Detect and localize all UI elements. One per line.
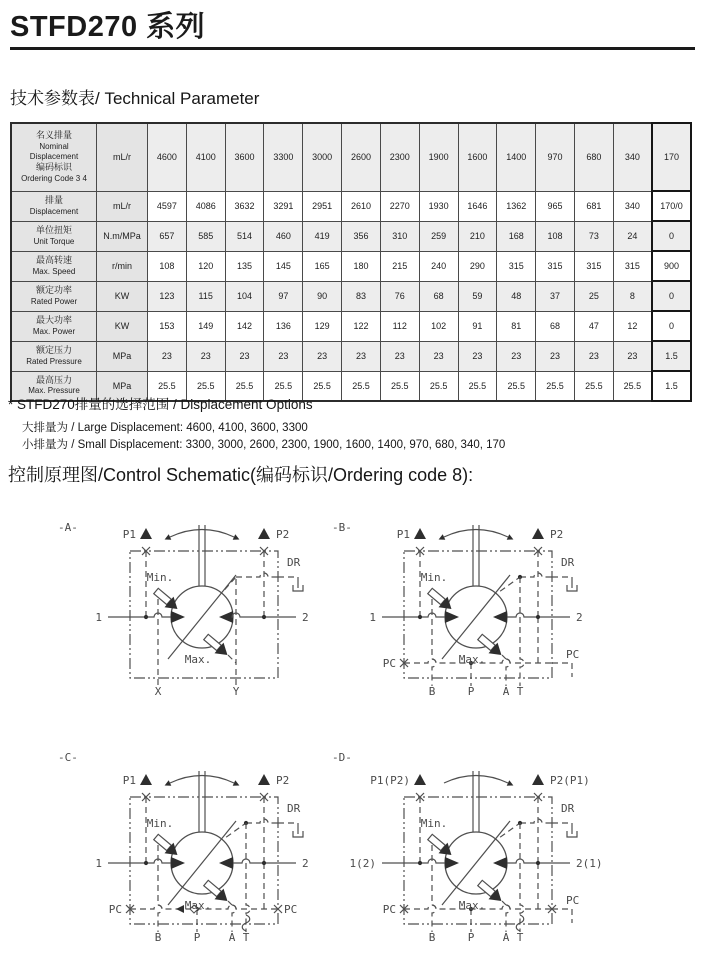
port-p2-label: P2 xyxy=(276,774,290,787)
cell-value: 149 xyxy=(186,311,225,341)
cell-value: 290 xyxy=(458,251,497,281)
cell-value: 315 xyxy=(574,251,613,281)
cell-value: 25.5 xyxy=(148,371,187,401)
cell-value: 3600 xyxy=(225,123,264,191)
cell-value: 23 xyxy=(574,341,613,371)
cell-value: 81 xyxy=(497,311,536,341)
row-label: 最大功率 Max. Power xyxy=(11,311,97,341)
pc-right-label: PC xyxy=(566,894,580,907)
cell-value: 2300 xyxy=(380,123,419,191)
cell-value: 215 xyxy=(380,251,419,281)
cell-value: 25.5 xyxy=(574,371,613,401)
bottom-port-label: A xyxy=(502,931,510,944)
bottom-port-label: A xyxy=(502,685,510,698)
bottom-port-label: P xyxy=(193,931,201,944)
cell-value: 0 xyxy=(652,281,691,311)
cell-value: 123 xyxy=(148,281,187,311)
port-1-label: 1(2) xyxy=(349,857,376,870)
min-label: Min. xyxy=(146,571,174,584)
cell-value: 657 xyxy=(148,221,187,251)
cell-value: 514 xyxy=(225,221,264,251)
cell-value: 1900 xyxy=(419,123,458,191)
cell-value: 25.5 xyxy=(264,371,303,401)
cell-value: 585 xyxy=(186,221,225,251)
pc-right-label: PC xyxy=(284,903,298,916)
cell-value: 2600 xyxy=(342,123,381,191)
pc-left-label: PC xyxy=(108,903,122,916)
displacement-options-heading: * STFD270排量的选择范围 / Displacement Options xyxy=(8,397,313,412)
bottom-port-label: A xyxy=(228,931,236,944)
cell-value: 681 xyxy=(574,191,613,221)
cell-value: 25.5 xyxy=(458,371,497,401)
cell-value: 145 xyxy=(264,251,303,281)
cell-value: 180 xyxy=(342,251,381,281)
cell-value: 47 xyxy=(574,311,613,341)
cell-value: 48 xyxy=(497,281,536,311)
cell-value: 23 xyxy=(186,341,225,371)
cell-value: 76 xyxy=(380,281,419,311)
cell-value: 12 xyxy=(613,311,652,341)
row-unit: MPa xyxy=(97,371,148,401)
cell-value: 25 xyxy=(574,281,613,311)
row-unit: r/min xyxy=(97,251,148,281)
cell-value: 136 xyxy=(264,311,303,341)
cell-value: 1646 xyxy=(458,191,497,221)
cell-value: 153 xyxy=(148,311,187,341)
row-label: 单位扭矩 Unit Torque xyxy=(11,221,97,251)
bottom-port-label: B xyxy=(154,931,162,944)
cell-value: 3300 xyxy=(264,123,303,191)
cell-value: 310 xyxy=(380,221,419,251)
row-unit: KW xyxy=(97,281,148,311)
max-label: Max. xyxy=(184,899,212,912)
cell-value: 97 xyxy=(264,281,303,311)
port-p2-label: P2 xyxy=(550,528,564,541)
cell-value: 102 xyxy=(419,311,458,341)
row-label: 名义排量 Nominal Displacement 编码标识 Ordering Code 3 4 xyxy=(11,123,97,191)
cell-value: 315 xyxy=(613,251,652,281)
cell-value: 165 xyxy=(303,251,342,281)
row-label: 额定功率 Rated Power xyxy=(11,281,97,311)
control-schematic-C xyxy=(52,743,352,953)
cell-value: 23 xyxy=(342,341,381,371)
cell-value: 0 xyxy=(652,221,691,251)
technical-parameter-table xyxy=(10,122,692,402)
cell-value: 68 xyxy=(419,281,458,311)
cell-value: 108 xyxy=(536,221,575,251)
cell-value: 129 xyxy=(303,311,342,341)
page-title: STFD270 系列 xyxy=(10,11,206,43)
cell-value: 170/0 xyxy=(652,191,691,221)
cell-value: 8 xyxy=(613,281,652,311)
cell-value: 25.5 xyxy=(497,371,536,401)
cell-value: 25.5 xyxy=(380,371,419,401)
section-control-schematic: 控制原理图/Control Schematic(编码标识/Ordering code 8): xyxy=(8,465,474,485)
cell-value: 59 xyxy=(458,281,497,311)
table-row xyxy=(11,251,691,281)
cell-value: 1400 xyxy=(497,123,536,191)
cell-value: 115 xyxy=(186,281,225,311)
cell-value: 25.5 xyxy=(303,371,342,401)
bottom-port-label: Y xyxy=(232,685,240,698)
dr-port-label: DR xyxy=(561,802,575,815)
cell-value: 23 xyxy=(225,341,264,371)
cell-value: 210 xyxy=(458,221,497,251)
table-row xyxy=(11,311,691,341)
max-label: Max. xyxy=(184,653,212,666)
row-label: 最高转速 Max. Speed xyxy=(11,251,97,281)
cell-value: 419 xyxy=(303,221,342,251)
cell-value: 1.5 xyxy=(652,371,691,401)
table-row xyxy=(11,191,691,221)
pc-left-label: PC xyxy=(382,903,396,916)
max-label: Max. xyxy=(458,653,486,666)
control-schematic-D xyxy=(326,743,626,953)
bottom-port-label: T xyxy=(516,685,524,698)
port-2-label: 2(1) xyxy=(576,857,603,870)
cell-value: 23 xyxy=(536,341,575,371)
cell-value: 23 xyxy=(380,341,419,371)
small-displacement-note: 小排量为 / Small Displacement: 3300, 3000, 2600, 2300, 1900, 1600, 1400, 970, 680, 340, 170 xyxy=(22,439,506,451)
cell-value: 23 xyxy=(148,341,187,371)
cell-value: 1.5 xyxy=(652,341,691,371)
bottom-port-label: P xyxy=(467,685,475,698)
cell-value: 68 xyxy=(536,311,575,341)
min-label: Min. xyxy=(146,817,174,830)
port-2-label: 2 xyxy=(576,611,583,624)
dr-port-label: DR xyxy=(287,802,301,815)
table-row xyxy=(11,123,691,191)
cell-value: 122 xyxy=(342,311,381,341)
cell-value: 104 xyxy=(225,281,264,311)
port-1-label: 1 xyxy=(369,611,376,624)
schematic-series-label: -C- xyxy=(58,751,78,764)
row-unit: N.m/MPa xyxy=(97,221,148,251)
cell-value: 91 xyxy=(458,311,497,341)
cell-value: 356 xyxy=(342,221,381,251)
cell-value: 240 xyxy=(419,251,458,281)
cell-value: 170 xyxy=(652,123,691,191)
cell-value: 90 xyxy=(303,281,342,311)
cell-value: 83 xyxy=(342,281,381,311)
row-unit: MPa xyxy=(97,341,148,371)
port-1-label: 1 xyxy=(95,611,102,624)
cell-value: 340 xyxy=(613,123,652,191)
control-schematic-B xyxy=(326,513,626,723)
cell-value: 135 xyxy=(225,251,264,281)
cell-value: 23 xyxy=(303,341,342,371)
control-schematic-A xyxy=(52,513,352,723)
table-row xyxy=(11,281,691,311)
port-p2-label: P2 xyxy=(276,528,290,541)
schematic-series-label: -B- xyxy=(332,521,352,534)
cell-value: 23 xyxy=(419,341,458,371)
bottom-port-label: T xyxy=(516,931,524,944)
row-label: 排量 Displacement xyxy=(11,191,97,221)
control-schematics-grid xyxy=(0,503,701,953)
max-label: Max. xyxy=(458,899,486,912)
cell-value: 315 xyxy=(536,251,575,281)
cell-value: 2610 xyxy=(342,191,381,221)
port-p1-label: P1 xyxy=(396,528,410,541)
port-p1-label: P1 xyxy=(122,528,136,541)
schematic-series-label: -D- xyxy=(332,751,352,764)
cell-value: 315 xyxy=(497,251,536,281)
bottom-port-label: T xyxy=(242,931,250,944)
cell-value: 37 xyxy=(536,281,575,311)
cell-value: 680 xyxy=(574,123,613,191)
cell-value: 25.5 xyxy=(225,371,264,401)
cell-value: 3291 xyxy=(264,191,303,221)
cell-value: 23 xyxy=(458,341,497,371)
cell-value: 1600 xyxy=(458,123,497,191)
cell-value: 4086 xyxy=(186,191,225,221)
cell-value: 460 xyxy=(264,221,303,251)
cell-value: 23 xyxy=(613,341,652,371)
cell-value: 965 xyxy=(536,191,575,221)
port-p2-label: P2(P1) xyxy=(550,774,590,787)
row-label: 最高压力 Max. Pressure xyxy=(11,371,97,401)
cell-value: 120 xyxy=(186,251,225,281)
cell-value: 23 xyxy=(497,341,536,371)
dr-port-label: DR xyxy=(287,556,301,569)
cell-value: 1362 xyxy=(497,191,536,221)
row-unit: mL/r xyxy=(97,191,148,221)
cell-value: 25.5 xyxy=(342,371,381,401)
cell-value: 340 xyxy=(613,191,652,221)
cell-value: 3000 xyxy=(303,123,342,191)
section-technical-parameter: 技术参数表/ Technical Parameter xyxy=(10,89,260,108)
cell-value: 24 xyxy=(613,221,652,251)
title-rule xyxy=(10,47,695,50)
cell-value: 25.5 xyxy=(613,371,652,401)
cell-value: 108 xyxy=(148,251,187,281)
cell-value: 73 xyxy=(574,221,613,251)
cell-value: 2951 xyxy=(303,191,342,221)
pc-right-label: PC xyxy=(566,648,580,661)
cell-value: 142 xyxy=(225,311,264,341)
bottom-port-label: X xyxy=(154,685,162,698)
cell-value: 4600 xyxy=(148,123,187,191)
cell-value: 25.5 xyxy=(419,371,458,401)
cell-value: 970 xyxy=(536,123,575,191)
port-1-label: 1 xyxy=(95,857,102,870)
cell-value: 2270 xyxy=(380,191,419,221)
cell-value: 900 xyxy=(652,251,691,281)
row-unit: mL/r xyxy=(97,123,148,191)
cell-value: 3632 xyxy=(225,191,264,221)
cell-value: 0 xyxy=(652,311,691,341)
port-p1-label: P1(P2) xyxy=(370,774,410,787)
cell-value: 168 xyxy=(497,221,536,251)
bottom-port-label: P xyxy=(467,931,475,944)
table-row xyxy=(11,341,691,371)
min-label: Min. xyxy=(420,571,448,584)
bottom-port-label: B xyxy=(428,931,436,944)
row-label: 额定压力 Rated Pressure xyxy=(11,341,97,371)
dr-port-label: DR xyxy=(561,556,575,569)
port-2-label: 2 xyxy=(302,857,309,870)
large-displacement-note: 大排量为 / Large Displacement: 4600, 4100, 3600, 3300 xyxy=(22,422,308,434)
cell-value: 1930 xyxy=(419,191,458,221)
cell-value: 259 xyxy=(419,221,458,251)
bottom-port-label: B xyxy=(428,685,436,698)
pc-left-label: PC xyxy=(382,657,396,670)
port-p1-label: P1 xyxy=(122,774,136,787)
row-unit: KW xyxy=(97,311,148,341)
cell-value: 4597 xyxy=(148,191,187,221)
table-row xyxy=(11,221,691,251)
port-2-label: 2 xyxy=(302,611,309,624)
min-label: Min. xyxy=(420,817,448,830)
schematic-series-label: -A- xyxy=(58,521,78,534)
cell-value: 25.5 xyxy=(536,371,575,401)
cell-value: 4100 xyxy=(186,123,225,191)
cell-value: 25.5 xyxy=(186,371,225,401)
cell-value: 112 xyxy=(380,311,419,341)
cell-value: 23 xyxy=(264,341,303,371)
